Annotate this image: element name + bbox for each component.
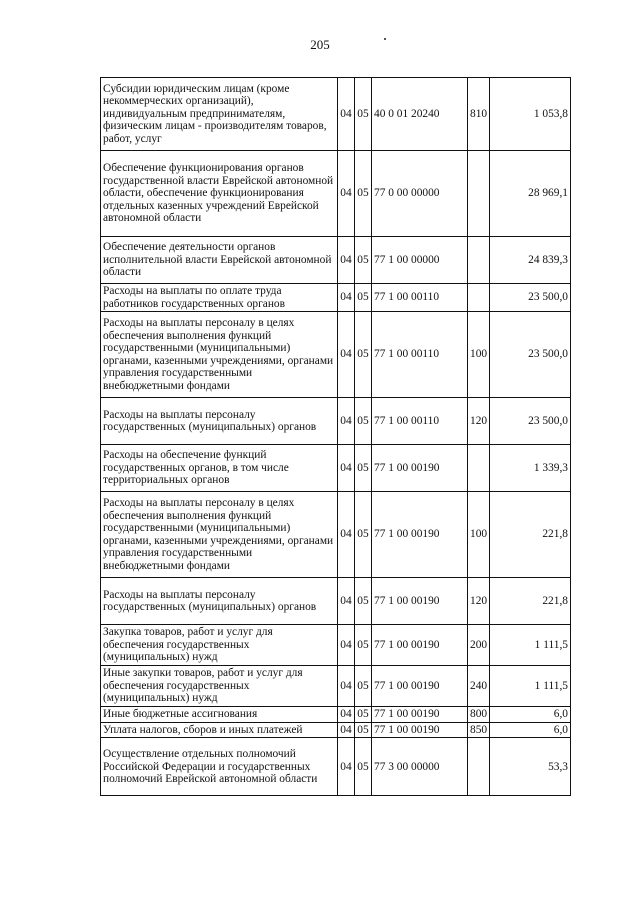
table-row	[101, 722, 571, 738]
row-expense-type: 200	[468, 625, 490, 666]
row-section-code: 04	[338, 722, 355, 738]
row-section-code: 04	[338, 151, 355, 237]
row-name: Осуществление отдельных полномочий Российской Федерации и государственных полномочий Еврейской автономной области	[101, 738, 338, 796]
row-expense-type	[468, 237, 490, 284]
row-target-article: 77 1 00 00000	[372, 237, 468, 284]
table-row	[101, 707, 571, 723]
table-row	[101, 284, 571, 312]
table-row	[101, 445, 571, 492]
row-amount: 6,0	[490, 707, 571, 723]
row-subsection-code: 05	[355, 578, 372, 625]
row-target-article: 77 1 00 00190	[372, 492, 468, 578]
row-name: Расходы на выплаты персоналу государственных (муниципальных) органов	[101, 578, 338, 625]
row-amount: 23 500,0	[490, 284, 571, 312]
table-row	[101, 151, 571, 237]
row-subsection-code: 05	[355, 398, 372, 445]
row-expense-type: 240	[468, 666, 490, 707]
row-name: Расходы на выплаты персоналу государственных (муниципальных) органов	[101, 398, 338, 445]
table-row	[101, 237, 571, 284]
budget-table-body	[101, 78, 571, 796]
row-expense-type: 100	[468, 492, 490, 578]
row-name: Иные бюджетные ассигнования	[101, 707, 338, 723]
row-name: Уплата налогов, сборов и иных платежей	[101, 722, 338, 738]
row-expense-type: 810	[468, 78, 490, 151]
row-expense-type	[468, 445, 490, 492]
row-expense-type: 800	[468, 707, 490, 723]
row-name: Расходы на выплаты персоналу в целях обеспечения выполнения функций государственными (муниципальными) органами, казенными учреждениями, органами управления государственными внебюджетными фондами	[101, 312, 338, 398]
row-subsection-code: 05	[355, 445, 372, 492]
table-row	[101, 625, 571, 666]
row-target-article: 77 1 00 00190	[372, 666, 468, 707]
row-section-code: 04	[338, 445, 355, 492]
row-amount: 1 053,8	[490, 78, 571, 151]
row-subsection-code: 05	[355, 492, 372, 578]
row-subsection-code: 05	[355, 237, 372, 284]
row-subsection-code: 05	[355, 707, 372, 723]
row-amount: 1 339,3	[490, 445, 571, 492]
row-target-article: 77 1 00 00110	[372, 312, 468, 398]
row-expense-type: 120	[468, 578, 490, 625]
row-section-code: 04	[338, 625, 355, 666]
scan-speck	[384, 38, 386, 40]
row-subsection-code: 05	[355, 666, 372, 707]
row-amount: 53,3	[490, 738, 571, 796]
row-amount: 23 500,0	[490, 312, 571, 398]
table-row	[101, 738, 571, 796]
row-section-code: 04	[338, 78, 355, 151]
row-subsection-code: 05	[355, 625, 372, 666]
row-expense-type: 850	[468, 722, 490, 738]
row-section-code: 04	[338, 237, 355, 284]
row-amount: 1 111,5	[490, 625, 571, 666]
row-amount: 1 111,5	[490, 666, 571, 707]
row-target-article: 77 1 00 00110	[372, 284, 468, 312]
table-row	[101, 78, 571, 151]
row-target-article: 77 1 00 00190	[372, 722, 468, 738]
row-name: Расходы на выплаты персоналу в целях обеспечения выполнения функций государственными (муниципальными) органами, казенными учреждениями, органами управления государственными внебюджетными фондами	[101, 492, 338, 578]
table-row	[101, 312, 571, 398]
table-row	[101, 398, 571, 445]
row-subsection-code: 05	[355, 151, 372, 237]
table-row	[101, 578, 571, 625]
row-amount: 221,8	[490, 578, 571, 625]
row-name: Субсидии юридическим лицам (кроме некоммерческих организаций), индивидуальным предпринимателям, физическим лицам - производителям товаров, работ, услуг	[101, 78, 338, 151]
row-section-code: 04	[338, 284, 355, 312]
row-subsection-code: 05	[355, 312, 372, 398]
row-expense-type: 120	[468, 398, 490, 445]
row-name: Расходы на обеспечение функций государственных органов, в том числе территориальных органов	[101, 445, 338, 492]
row-amount: 23 500,0	[490, 398, 571, 445]
row-section-code: 04	[338, 578, 355, 625]
row-section-code: 04	[338, 666, 355, 707]
row-name: Обеспечение функционирования органов государственной власти Еврейской автономной области, обеспечение функционирования отдельных казенных учреждений Еврейской автономной области	[101, 151, 338, 237]
row-section-code: 04	[338, 398, 355, 445]
row-amount: 6,0	[490, 722, 571, 738]
row-name: Обеспечение деятельности органов исполнительной власти Еврейской автономной области	[101, 237, 338, 284]
row-section-code: 04	[338, 738, 355, 796]
row-name: Закупка товаров, работ и услуг для обеспечения государственных (муниципальных) нужд	[101, 625, 338, 666]
row-section-code: 04	[338, 707, 355, 723]
row-target-article: 77 1 00 00190	[372, 578, 468, 625]
row-expense-type	[468, 284, 490, 312]
row-subsection-code: 05	[355, 78, 372, 151]
row-amount: 221,8	[490, 492, 571, 578]
row-expense-type	[468, 151, 490, 237]
page-number: 205	[310, 37, 330, 52]
row-target-article: 77 1 00 00190	[372, 625, 468, 666]
row-amount: 28 969,1	[490, 151, 571, 237]
row-expense-type	[468, 738, 490, 796]
row-subsection-code: 05	[355, 738, 372, 796]
row-target-article: 77 3 00 00000	[372, 738, 468, 796]
row-subsection-code: 05	[355, 722, 372, 738]
table-row	[101, 492, 571, 578]
row-target-article: 77 1 00 00190	[372, 445, 468, 492]
budget-table	[100, 77, 571, 796]
row-target-article: 77 1 00 00190	[372, 707, 468, 723]
table-row	[101, 666, 571, 707]
row-target-article: 77 1 00 00110	[372, 398, 468, 445]
row-name: Расходы на выплаты по оплате труда работников государственных органов	[101, 284, 338, 312]
row-target-article: 77 0 00 00000	[372, 151, 468, 237]
row-section-code: 04	[338, 312, 355, 398]
row-subsection-code: 05	[355, 284, 372, 312]
row-section-code: 04	[338, 492, 355, 578]
row-name: Иные закупки товаров, работ и услуг для обеспечения государственных (муниципальных) нужд	[101, 666, 338, 707]
row-target-article: 40 0 01 20240	[372, 78, 468, 151]
row-amount: 24 839,3	[490, 237, 571, 284]
row-expense-type: 100	[468, 312, 490, 398]
